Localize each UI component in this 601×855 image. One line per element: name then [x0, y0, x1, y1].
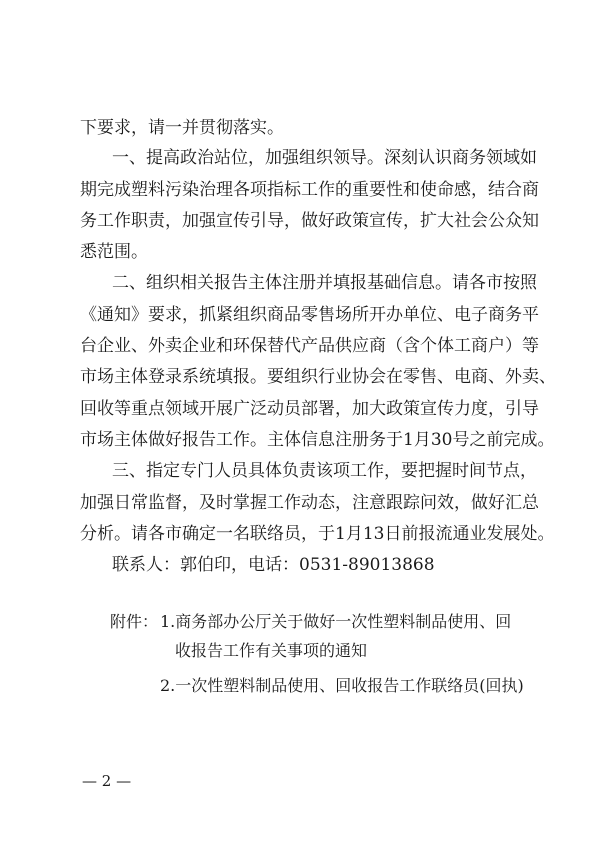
- body-line-12: 三、指定专门人员具体负责该项工作，要把握时间节点，: [112, 461, 537, 481]
- page-number: — 2 —: [82, 772, 132, 790]
- attachment-2: 2.一次性塑料制品使用、回收报告工作联络员(回执): [160, 676, 524, 695]
- attachments-label: 附件：: [110, 612, 159, 631]
- body-line-4: 务工作职责，加强宣传引导，做好政策宣传，扩大社会公众知: [80, 211, 539, 231]
- body-line-11: 市场主体做好报告工作。主体信息注册务于1月30号之前完成。: [80, 430, 555, 450]
- body-line-1: 下要求，请一并贯彻落实。: [80, 118, 284, 138]
- body-line-9: 市场主体登录系统填报。要组织行业协会在零售、电商、外卖、: [80, 367, 556, 387]
- body-line-6: 二、组织相关报告主体注册并填报基础信息。请各市按照: [112, 273, 537, 293]
- body-line-10: 回收等重点领域开展广泛动员部署，加大政策宣传力度，引导: [80, 399, 539, 419]
- body-line-14: 分析。请各市确定一名联络员，于1月13日前报流通业发展处。: [80, 524, 555, 544]
- body-line-13: 加强日常监督，及时掌握工作动态，注意跟踪问效，做好汇总: [80, 493, 539, 513]
- attachment-1-line-2: 收报告工作有关事项的通知: [175, 641, 368, 660]
- body-line-5: 悉范围。: [80, 242, 148, 262]
- body-line-7: 《通知》要求，抓紧组织商品零售场所开办单位、电子商务平: [80, 305, 539, 325]
- body-line-3: 期完成塑料污染治理各项指标工作的重要性和使命感，结合商: [80, 180, 539, 200]
- body-line-2: 一、提高政治站位，加强组织领导。深刻认识商务领域如: [112, 148, 537, 168]
- body-line-8: 台企业、外卖企业和环保替代产品供应商（含个体工商户）等: [80, 336, 539, 356]
- attachment-1-line-1: 1.商务部办公厅关于做好一次性塑料制品使用、回: [160, 612, 512, 631]
- contact-line: 联系人：郭伯印，电话：0531-89013868: [112, 555, 435, 575]
